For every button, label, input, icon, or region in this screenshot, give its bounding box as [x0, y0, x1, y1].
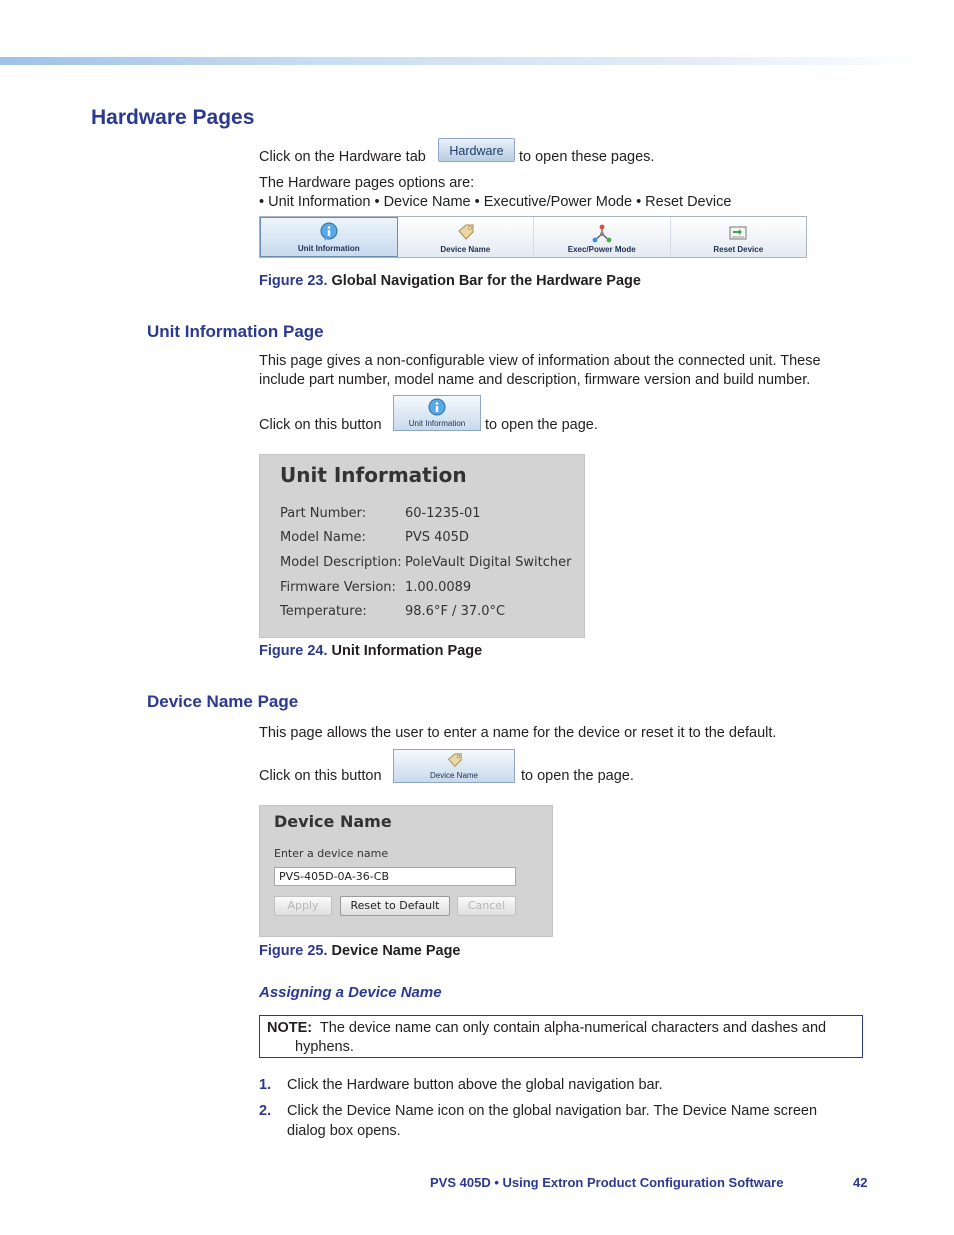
step-2-number: 2.: [259, 1103, 272, 1119]
nav-item-reset-device: [671, 217, 807, 257]
figure-25-number: Figure 25.: [259, 943, 328, 959]
reset-to-default-button: Reset to Default: [340, 896, 450, 916]
page-number: 42: [853, 1175, 868, 1190]
info-row-temperature: Temperature: 98.6°F / 37.0°C: [280, 604, 506, 619]
intro-click-prefix: Click on the Hardware tab: [259, 149, 426, 165]
header-accent-bar: [0, 57, 930, 65]
device-name-screenshot: [259, 805, 553, 937]
unit-information-screenshot: [259, 454, 585, 638]
intro-click-suffix: to open these pages.: [519, 149, 655, 165]
tag-icon: [455, 223, 475, 243]
info-row-model-name: Model Name: PVS 405D: [280, 530, 469, 545]
info-icon: [427, 398, 447, 418]
nav-label-device-name: Device Name: [440, 245, 491, 254]
cancel-button: Cancel: [457, 896, 516, 916]
footer-title: PVS 405D • Using Extron Product Configuration Software: [430, 1175, 784, 1190]
unit-info-click-prefix: Click on this button: [259, 417, 382, 433]
unit-information-screenshot-title: Unit Information: [280, 463, 467, 487]
unit-information-heading: Unit Information Page: [147, 322, 324, 341]
page-title: Hardware Pages: [91, 106, 255, 129]
info-row-firmware-version: Firmware Version: 1.00.0089: [280, 580, 472, 595]
device-name-button-image: [393, 749, 515, 783]
nav-item-exec-power-mode: [534, 217, 671, 257]
nav-label-unit-information: Unit Information: [297, 244, 360, 253]
unit-information-button-image: [393, 395, 481, 431]
nav-label-exec-power-mode: Exec/Power Mode: [567, 245, 636, 254]
info-row-model-description: Model Description: PoleVault Digital Switcher: [280, 555, 572, 570]
unit-info-click-suffix: to open the page.: [485, 417, 598, 433]
options-intro: The Hardware pages options are:: [259, 175, 475, 191]
figure-24-caption: [259, 643, 482, 659]
device-name-click-suffix: to open the page.: [521, 768, 634, 784]
unit-information-description: This page gives a non-configurable view of information about the connected unit. These include part number, model name and description, firmware version and build number.: [259, 353, 821, 388]
figure-23-title: Global Navigation Bar for the Hardware Page: [331, 273, 641, 289]
options-list: • Unit Information • Device Name • Executive/Power Mode • Reset Device: [259, 194, 732, 210]
nav-item-device-name: [398, 217, 535, 257]
global-navigation-bar: [259, 216, 807, 258]
device-name-screenshot-title: Device Name: [274, 812, 392, 831]
figure-25-title: Device Name Page: [331, 943, 461, 959]
step-2-text: Click the Device Name icon on the global navigation bar. The Device Name screen dialog box opens.: [287, 1103, 818, 1139]
hardware-tab-image: Hardware: [438, 138, 515, 162]
device-name-description: This page allows the user to enter a name for the device or reset it to the default.: [259, 725, 777, 741]
nav-label-reset-device: Reset Device: [713, 245, 764, 254]
note-label: NOTE:: [267, 1020, 313, 1036]
note-text: The device name can only contain alpha-numerical characters and dashes and hyphens.: [295, 1020, 827, 1055]
info-row-part-number: Part Number: 60-1235-01: [280, 506, 481, 521]
apply-button: Apply: [274, 896, 332, 916]
step-1-text: Click the Hardware button above the global navigation bar.: [287, 1077, 663, 1093]
info-icon: [319, 222, 339, 242]
figure-23-caption: [259, 273, 641, 289]
device-name-click-prefix: Click on this button: [259, 768, 382, 784]
figure-25-caption: [259, 943, 461, 959]
figure-24-number: Figure 24.: [259, 643, 328, 659]
device-name-button-label: Device Name: [429, 771, 478, 780]
tag-icon: [445, 752, 463, 770]
note-box: [259, 1015, 863, 1058]
step-1-number: 1.: [259, 1077, 272, 1093]
reset-icon: [728, 223, 748, 243]
network-icon: [592, 223, 612, 243]
device-name-heading: Device Name Page: [147, 692, 299, 711]
unit-information-button-label: Unit Information: [408, 419, 466, 428]
device-name-field-label: Enter a device name: [274, 847, 389, 860]
figure-23-number: Figure 23.: [259, 273, 328, 289]
device-name-field: PVS-405D-0A-36-CB: [274, 867, 516, 886]
figure-24-title: Unit Information Page: [331, 643, 483, 659]
nav-item-unit-information: [260, 217, 398, 257]
assigning-device-name-heading: Assigning a Device Name: [259, 984, 442, 1001]
